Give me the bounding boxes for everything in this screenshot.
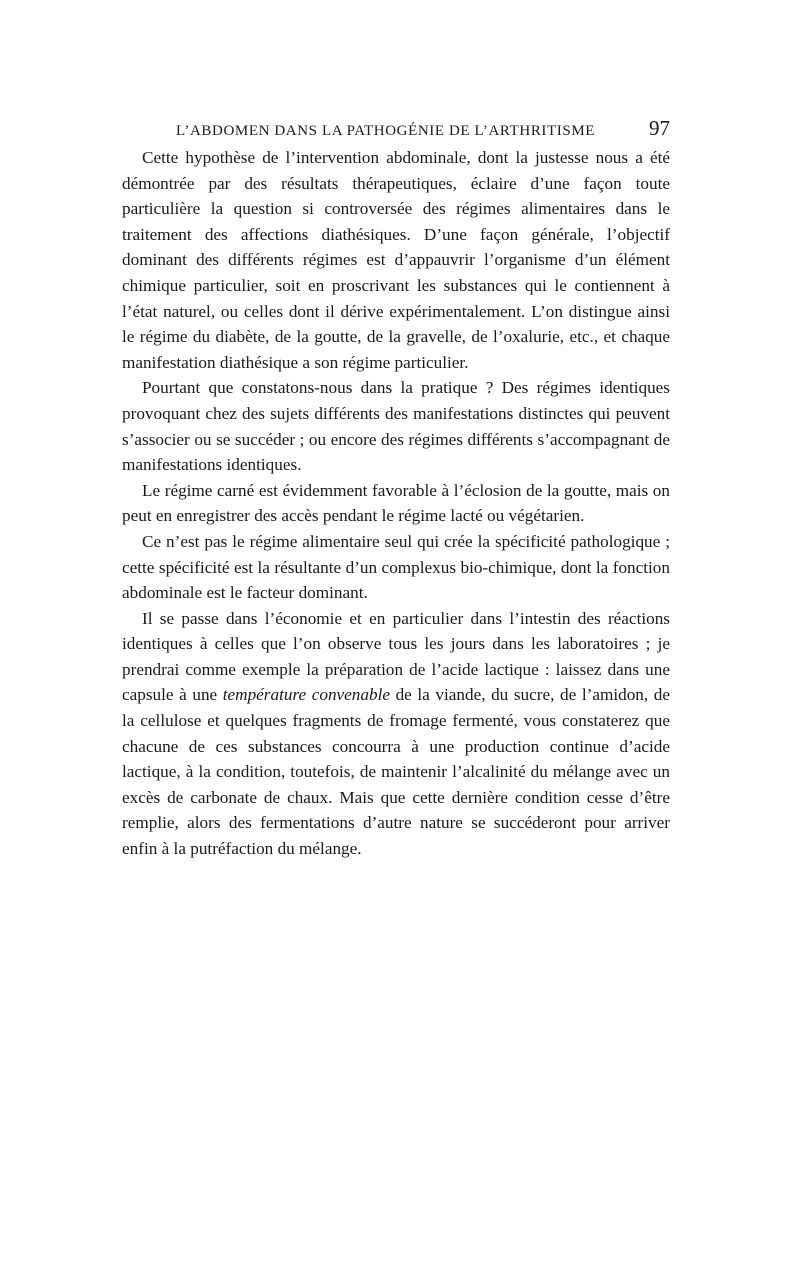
body-text <box>122 145 670 862</box>
italic-phrase: température convenable <box>222 685 390 705</box>
paragraph-4: Ce n’est pas le régime alimentaire seul qui crée la spécificité pathologique ; cette spécificité est la résultante d’un complexus bio-chimique, dont la fonction abdominale est le facteur dominant. <box>122 531 670 603</box>
paragraph-5 <box>122 606 670 862</box>
paragraph-2: Pourtant que constatons-nous dans la pratique ? Des régimes identiques provoquant chez des sujets différents des manifestations distinctes qui peuvent s’associer ou se succéder ; ou encore des régimes différents s’accompagnant de manifestations identiques. <box>122 378 670 475</box>
paragraph-3: Le régime carné est évidemment favorable à l’éclosion de la goutte, mais on peut en enregistrer des accès pendant le régime lacté ou végétarien. <box>122 480 670 526</box>
paragraph-1: Cette hypothèse de l’intervention abdominale, dont la justesse nous a été démontrée par des résultats thérapeutiques, éclaire d’une façon toute particulière la question si controversée des régimes alimentaires dans le traitement des affections diathésiques. D’une façon générale, l’objectif dominant des différents régimes est d’appauvrir l’organisme d’un élément chimique particulier, soit en proscrivant les substances qui le contiennent à l’état naturel, ou celles dont il dérive expérimentalement. L’on distingue ainsi le régime du diabète, de la goutte, de la gravelle, de l’oxalurie, etc., et chaque manifestation diathésique a son régime particulier. <box>122 148 670 372</box>
paragraph-5-text-end: de la viande, du sucre, de l’amidon, de la cellulose et quelques fragments de fromage fermenté, vous constaterez que chacune de ces substances concourra à une production continue d’acide lactique, à la condition, toutefois, de maintenir l’alcalinité du mélange avec un excès de carbonate de chaux. Mais que cette dernière condition cesse d’être remplie, alors des fermentations d’autre nature se succéderont pour arriver enfin à la putréfaction du mélange. <box>122 685 670 859</box>
running-title: L’ABDOMEN DANS LA PATHOGÉNIE DE L’ARTHRITISME <box>176 123 596 139</box>
page-number: 97 <box>649 116 670 140</box>
paragraph-5-text-start: Il se passe dans l’économie et en particulier dans l’intestin des réactions identiques à celles que l’on observe tous les jours dans les laboratoires ; je prendrai comme exemple la préparation de l’acide lactique : laissez dans une capsule à une <box>122 608 670 705</box>
running-head <box>176 116 670 141</box>
